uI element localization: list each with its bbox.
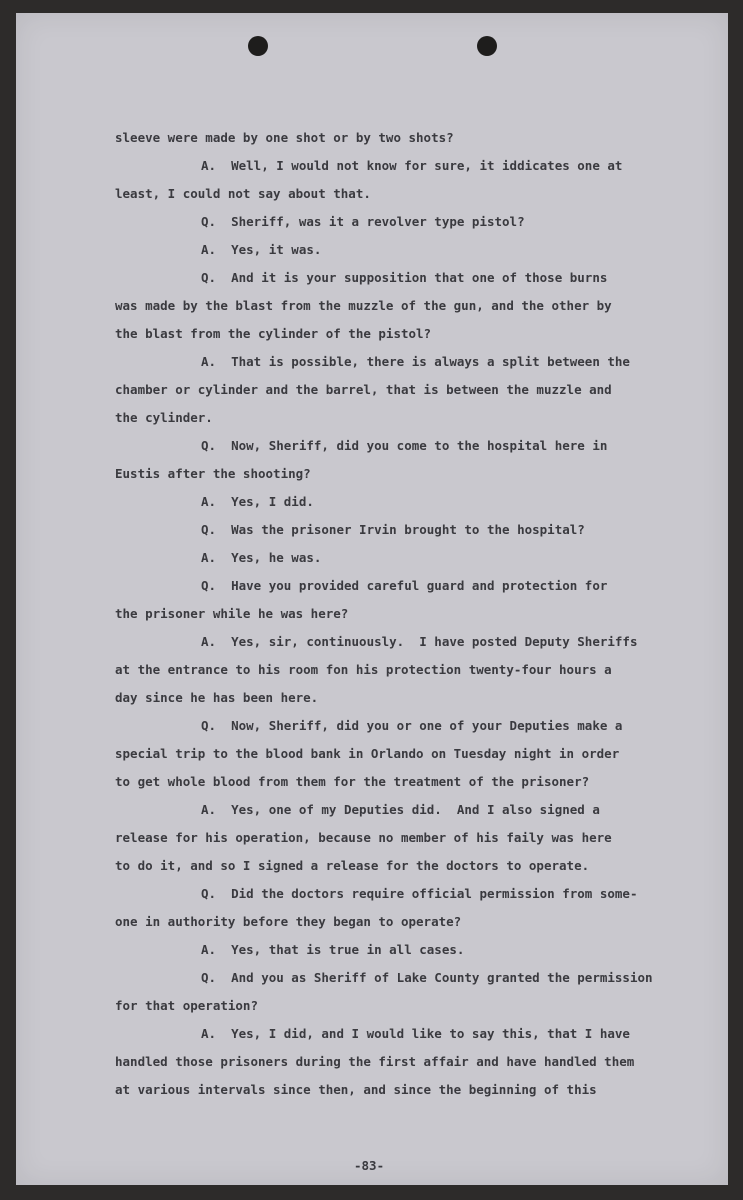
text-line: A. Yes, he was.: [201, 550, 322, 565]
text-line: release for his operation, because no member of his faily was here: [115, 830, 612, 845]
text-line: Q. Was the prisoner Irvin brought to the hospital?: [201, 522, 585, 537]
text-line: sleeve were made by one shot or by two shots?: [115, 130, 454, 145]
text-line: A. Yes, sir, continuously. I have posted Deputy Sheriffs: [201, 634, 638, 649]
text-line: special trip to the blood bank in Orlando on Tuesday night in order: [115, 746, 620, 761]
text-line: Q. Now, Sheriff, did you come to the hospital here in: [201, 438, 608, 453]
text-line: Q. And it is your supposition that one of those burns: [201, 270, 608, 285]
text-line: A. Yes, I did.: [201, 494, 314, 509]
text-line: the prisoner while he was here?: [115, 606, 349, 621]
text-line: Q. Did the doctors require official permission from some-: [201, 886, 638, 901]
text-line: to do it, and so I signed a release for the doctors to operate.: [115, 858, 590, 873]
text-line: day since he has been here.: [115, 690, 319, 705]
text-line: Q. Sheriff, was it a revolver type pistol?: [201, 214, 525, 229]
text-line: Q. And you as Sheriff of Lake County granted the permission: [201, 970, 653, 985]
text-line: Q. Now, Sheriff, did you or one of your Deputies make a: [201, 718, 623, 733]
text-line: A. Yes, I did, and I would like to say this, that I have: [201, 1026, 630, 1041]
text-line: for that operation?: [115, 998, 258, 1013]
page-number: -83-: [354, 1158, 385, 1173]
text-line: at various intervals since then, and since the beginning of this: [115, 1082, 597, 1097]
text-line: least, I could not say about that.: [115, 186, 371, 201]
text-line: chamber or cylinder and the barrel, that is between the muzzle and: [115, 382, 612, 397]
transcript-body: [16, 13, 728, 1185]
text-line: Eustis after the shooting?: [115, 466, 311, 481]
text-line: the cylinder.: [115, 410, 213, 425]
text-line: A. Yes, it was.: [201, 242, 322, 257]
text-line: to get whole blood from them for the treatment of the prisoner?: [115, 774, 590, 789]
text-line: A. Yes, that is true in all cases.: [201, 942, 465, 957]
text-line: A. Well, I would not know for sure, it iddicates one at: [201, 158, 623, 173]
text-line: at the entrance to his room fon his protection twenty-four hours a: [115, 662, 612, 677]
text-line: one in authority before they began to operate?: [115, 914, 462, 929]
text-line: handled those prisoners during the first affair and have handled them: [115, 1054, 635, 1069]
text-line: A. Yes, one of my Deputies did. And I also signed a: [201, 802, 600, 817]
text-line: was made by the blast from the muzzle of the gun, and the other by: [115, 298, 612, 313]
text-line: Q. Have you provided careful guard and protection for: [201, 578, 608, 593]
document-page: [16, 13, 728, 1185]
text-line: the blast from the cylinder of the pistol?: [115, 326, 432, 341]
text-line: A. That is possible, there is always a split between the: [201, 354, 630, 369]
